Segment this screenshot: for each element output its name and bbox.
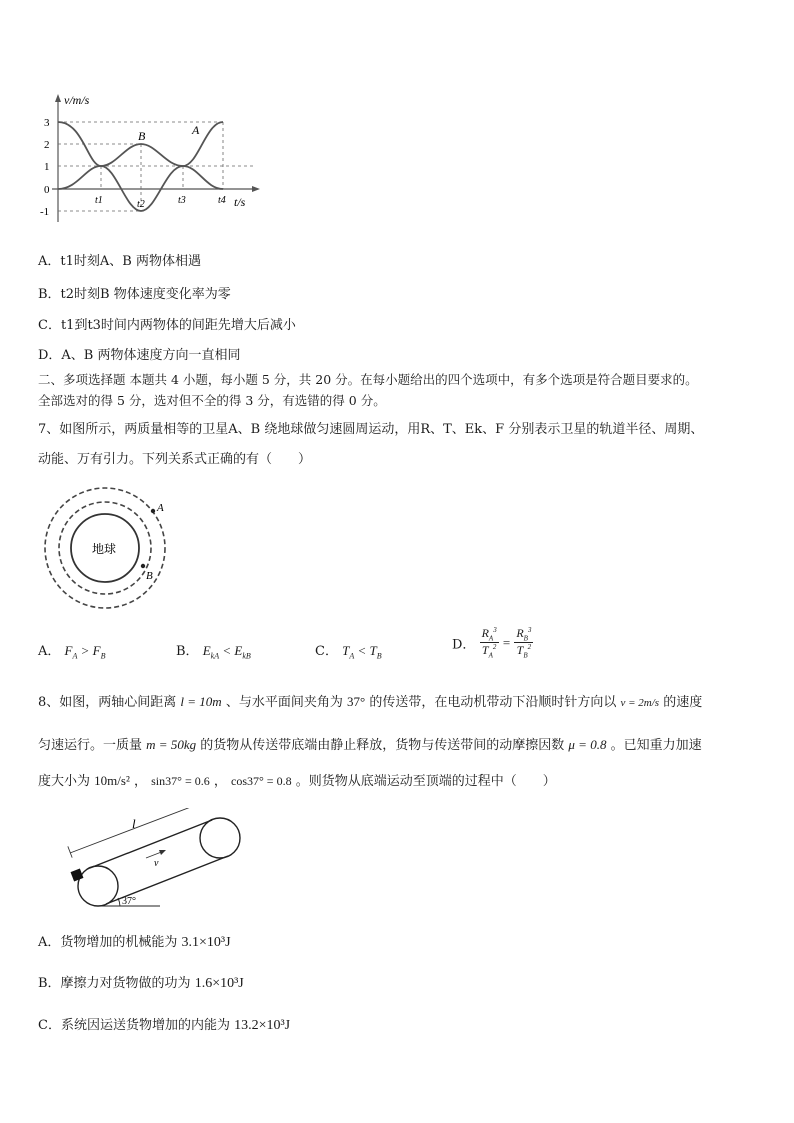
q6-option-c: C．t1到t3时间内两物体的间距先增大后减小 — [38, 318, 296, 333]
q6-option-b: B．t2时刻B 物体速度变化率为零 — [38, 287, 231, 302]
q8-stem-line1: 8、如图，两轴心间距离 l = 10m 、与水平面间夹角为 37° 的传送带，在电动机带动下沿顺时针方向以 v = 2m/s 的速度 — [38, 694, 703, 710]
satellite-b — [141, 564, 145, 568]
x-axis-label: t/s — [234, 195, 246, 209]
q7-option-d: D． $\frac{R_A^3}{T_A^2}$ = $\frac{R_B^3}{T_B^2}$ — [452, 626, 532, 660]
q6-option-d: D．A、B 两物体速度方向一直相同 — [38, 348, 241, 363]
q6-option-a: A．t1时刻A、B 两物体相遇 — [38, 254, 201, 269]
velocity-label: v — [154, 858, 159, 869]
q7-stem-line1: 7、如图所示，两质量相等的卫星A、B 绕地球做匀速圆周运动，用R、T、Ek、F 分别表示卫星的轨道半径、周期、 — [38, 422, 704, 437]
q8-stem-line2: 匀速运行。一质量 m = 50kg 的货物从传送带底端由静止释放，货物与传送带间的动摩擦因数 μ = 0.8 。已知重力加速 — [38, 737, 702, 753]
vt-graph — [38, 90, 278, 230]
q8-option-a: A．货物增加的机械能为 3.1×10³J — [38, 935, 231, 950]
y-axis-label: v/m/s — [64, 93, 90, 107]
q7-option-c: C． $T_A < T_B$ — [315, 643, 382, 661]
ytick-1: 1 — [44, 161, 50, 173]
satellite-b-label: B — [146, 570, 153, 582]
conveyor-diagram — [60, 808, 260, 913]
section2-scoring: 全部选对的得 5 分，选对但不全的得 3 分，有选错的得 0 分。 — [38, 393, 386, 408]
angle-label: 37° — [122, 896, 136, 907]
section2-heading: 二、多项选择题 本题共 4 小题，每小题 5 分，共 20 分。在每小题给出的四个选项中，有多个选项是符合题目要求的。 — [38, 372, 698, 387]
ytick-3: 3 — [44, 117, 50, 129]
xtick-t1: t1 — [95, 195, 103, 206]
ytick-0: 0 — [44, 184, 50, 196]
q7-option-a: A． $F_A > F_B$ — [38, 643, 106, 661]
curve-a-label: A — [192, 123, 200, 137]
ytick-2: 2 — [44, 139, 50, 151]
ytick-neg1: -1 — [40, 206, 50, 218]
q7-option-b: B． $E_{kA} < E_{kB}$ — [176, 643, 251, 661]
orbit-diagram — [40, 486, 180, 610]
satellite-a — [151, 509, 155, 513]
curve-b-label: B — [138, 129, 146, 143]
length-label: l — [132, 816, 136, 831]
q7-stem-line2: 动能、万有引力。下列关系式正确的有（ ） — [38, 452, 312, 467]
xtick-t3: t3 — [178, 195, 186, 206]
xtick-t2: t2 — [137, 199, 145, 210]
q8-stem-line3: 度大小为 10m/s² ， sin37° = 0.6 ， cos37° = 0.8 。则货物从底端运动至顶端的过程中（ ） — [38, 773, 556, 789]
satellite-a-label: A — [157, 502, 164, 514]
xtick-t4: t4 — [218, 195, 226, 206]
earth-label: 地球 — [92, 542, 117, 556]
q8-option-b: B．摩擦力对货物做的功为 1.6×10³J — [38, 976, 244, 991]
q8-option-c: C．系统因运送货物增加的内能为 13.2×10³J — [38, 1018, 291, 1033]
